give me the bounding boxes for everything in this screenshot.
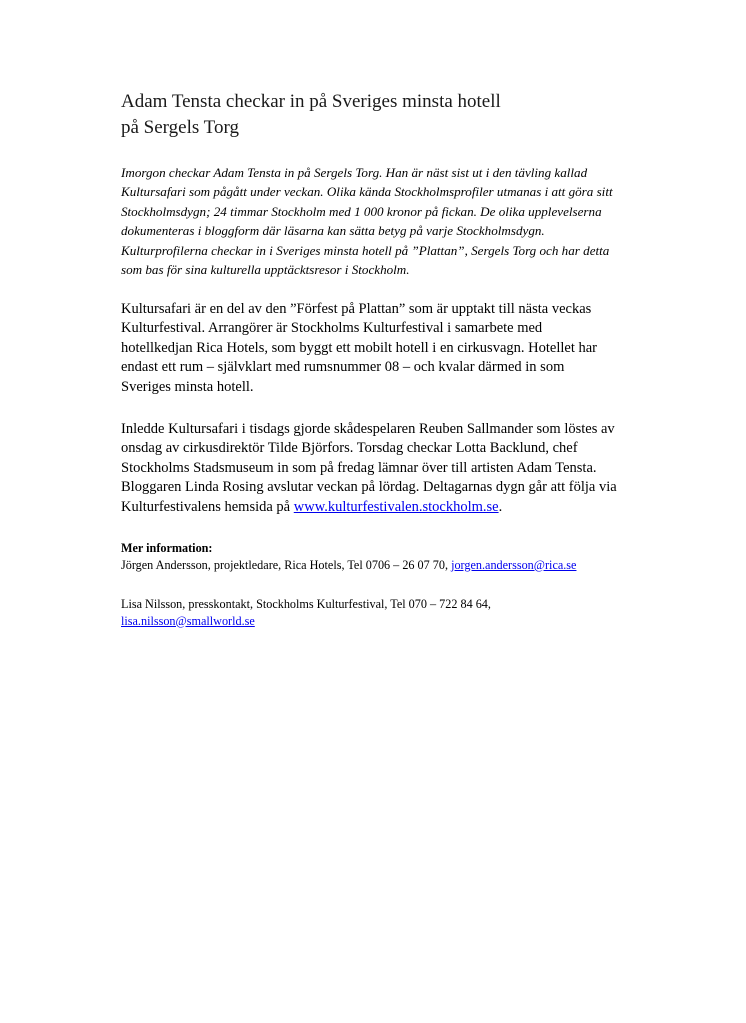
contact-line-jorgen (121, 557, 721, 574)
title-line: på Sergels Torg (121, 117, 239, 138)
page-title (121, 89, 661, 141)
lead-line: dokumenteras i bloggform där läsarna kan sätta betyg på varje Stockholmsdygn. (121, 223, 545, 239)
body-line: Kulturfestival. Arrangörer är Stockholms Kulturfestival i samarbete med (121, 320, 543, 337)
body-line: onsdag av cirkusdirektör Tilde Björfors. Torsdag checkar Lotta Backlund, chef (121, 440, 578, 457)
lead-line: Kultursafari som pågått under veckan. Olika kända Stockholmsprofiler utmanas i att göra sitt (121, 184, 613, 200)
lead-line: som bas för sina kulturella upptäcktsresor i Stockholm. (121, 262, 410, 278)
body-line-with-link (121, 498, 721, 517)
body-line: Stockholms Stadsmuseum in som på fredag lämnar över till artisten Adam Tensta. (121, 459, 597, 476)
festival-website-link[interactable]: www.kulturfestivalen.stockholm.se (293, 498, 499, 515)
contact-lisa (121, 596, 721, 629)
body-paragraph-2 (121, 420, 721, 517)
lead-line: Kulturprofilerna checkar in i Sveriges minsta hotell på ”Plattan”, Sergels Torg och har detta (121, 242, 610, 258)
title-line: Adam Tensta checkar in på Sveriges minsta hotell (121, 91, 501, 112)
body-paragraph-1 (121, 300, 701, 397)
body-line: Bloggaren Linda Rosing avslutar veckan på lördag. Deltagarnas dygn går att följa via (121, 479, 617, 496)
body-line-prefix: Kulturfestivalens hemsida på (121, 498, 294, 515)
body-line: endast ett rum – självklart med rumsnummer 08 – och kvalar därmed in som (121, 359, 565, 376)
body-line-suffix: . (498, 498, 503, 515)
body-line: Kultursafari är en del av den ”Förfest på Plattan” som är upptakt till nästa veckas (121, 301, 592, 317)
more-information-section (121, 540, 721, 573)
body-line: hotellkedjan Rica Hotels, som byggt ett mobilt hotell i en cirkusvagn. Hotellet har (121, 339, 597, 356)
contact-text: Lisa Nilsson, presskontakt, Stockholms Kulturfestival, Tel 070 – 722 84 64, (121, 597, 491, 611)
body-line: Inledde Kultursafari i tisdags gjorde skådespelaren Reuben Sallmander som löstes av (121, 421, 615, 437)
contact-text: Jörgen Andersson, projektledare, Rica Hotels, Tel 0706 – 26 07 70, (121, 557, 452, 572)
lead-line: Stockholmsdygn; 24 timmar Stockholm med 1 000 kronor på fickan. De olika upplevelserna (121, 203, 602, 219)
more-information-heading: Mer information: (121, 541, 213, 555)
lisa-email-link[interactable]: lisa.nilsson@smallworld.se (121, 613, 255, 628)
contact-email-line (121, 613, 721, 630)
jorgen-email-link[interactable]: jorgen.andersson@rica.se (451, 557, 577, 572)
lead-paragraph (121, 163, 681, 279)
lead-line: Imorgon checkar Adam Tensta in på Sergels Torg. Han är näst sist ut i den tävling kallad (121, 165, 588, 180)
body-line: Sveriges minsta hotell. (121, 378, 254, 395)
